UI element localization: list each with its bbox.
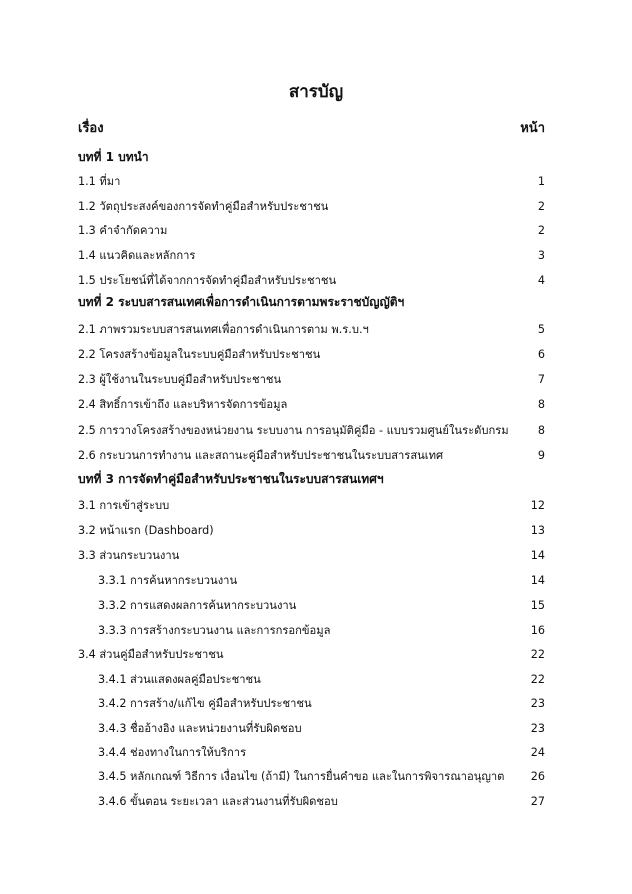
toc-entry-label: 1.1 ที่มา: [78, 175, 121, 188]
toc-entry-label: 3.3.1 การค้นหากระบวนงาน: [98, 574, 238, 587]
column-header-topic: เรื่อง: [78, 121, 104, 136]
toc-entry-page: 2: [537, 223, 545, 237]
toc-subentry[interactable]: [98, 569, 545, 591]
toc-chapter[interactable]: [78, 146, 545, 168]
toc-entry[interactable]: [78, 643, 545, 665]
toc-entry-page: 8: [537, 397, 545, 411]
toc-entry-page: 7: [537, 372, 545, 386]
toc-entry-page: 6: [537, 347, 545, 361]
toc-entry-label: 2.2 โครงสร้างข้อมูลในระบบคู่มือสำหรับประชาชน: [78, 348, 321, 361]
toc-entry-page: 27: [530, 794, 545, 808]
toc-entry[interactable]: [78, 219, 545, 241]
toc-entry-page: 8: [537, 423, 545, 437]
toc-entry-label: 1.3 คำจำกัดความ: [78, 224, 168, 237]
toc-entry-label: 1.4 แนวคิดและหลักการ: [78, 249, 196, 262]
toc-entry[interactable]: [78, 170, 545, 192]
toc-entry-label: 2.4 สิทธิ์การเข้าถึง และบริหารจัดการข้อมูล: [78, 398, 288, 411]
toc-entry-label: 3.4.3 ชื่ออ้างอิง และหน่วยงานที่รับผิดชอบ: [98, 722, 302, 735]
toc-entry-page: 5: [537, 322, 545, 336]
toc-entry-label: 2.5 การวางโครงสร้างของหน่วยงาน ระบบงาน การอนุมัติคู่มือ - แบบรวมศูนย์ในระดับกรม: [78, 424, 509, 437]
toc-entry-page: 13: [530, 523, 545, 537]
toc-entry[interactable]: [78, 318, 545, 340]
toc-entry-page: 4: [537, 273, 545, 287]
toc-entry[interactable]: [78, 269, 545, 291]
toc-entry-page: 16: [530, 623, 545, 637]
toc-entry-page: 26: [530, 769, 545, 783]
toc-entry-label: 3.4 ส่วนคู่มือสำหรับประชาชน: [78, 648, 224, 661]
column-header-page: หน้า: [520, 121, 545, 136]
toc-entry[interactable]: [78, 393, 545, 415]
toc-entry-label: 2.1 ภาพรวมระบบสารสนเทศเพื่อการดำเนินการตาม พ.ร.บ.ฯ: [78, 323, 369, 336]
toc-subentry[interactable]: [98, 741, 545, 763]
toc-entry-page: 9: [537, 448, 545, 462]
toc-entry[interactable]: [78, 444, 545, 466]
toc-entry-label: 1.5 ประโยชน์ที่ได้จากการจัดทำคู่มือสำหรับประชาชน: [78, 274, 337, 287]
toc-entry-page: 15: [530, 598, 545, 612]
toc-entry[interactable]: [78, 343, 545, 365]
toc-entry-page: 22: [530, 672, 545, 686]
toc-entry-page: 1: [537, 174, 545, 188]
toc-entry-label: 3.4.2 การสร้าง/แก้ไข คู่มือสำหรับประชาชน: [98, 697, 312, 710]
toc-entry-label: 3.3.2 การแสดงผลการค้นหากระบวนงาน: [98, 599, 297, 612]
toc-entry[interactable]: [78, 419, 545, 441]
toc-entry-label: 3.4.6 ขั้นตอน ระยะเวลา และส่วนงานที่รับผิดชอบ: [98, 795, 338, 808]
toc-entry-label: 2.3 ผู้ใช้งานในระบบคู่มือสำหรับประชาชน: [78, 373, 282, 386]
toc-subentry[interactable]: [98, 765, 545, 787]
toc-entry-page: 3: [537, 248, 545, 262]
toc-chapter-title: บทที่ 1 บทนำ: [78, 149, 149, 164]
toc-entry-label: 1.2 วัตถุประสงค์ของการจัดทำคู่มือสำหรับประชาชน: [78, 200, 329, 213]
toc-entry-label: 3.3.3 การสร้างกระบวนงาน และการกรอกข้อมูล: [98, 624, 331, 637]
toc-entry-page: 22: [530, 647, 545, 661]
toc-entry-page: 23: [530, 721, 545, 735]
toc-entry-label: 3.4.1 ส่วนแสดงผลคู่มือประชาชน: [98, 673, 261, 686]
toc-entry-page: 12: [530, 498, 545, 512]
toc-subentry[interactable]: [98, 692, 545, 714]
toc-entry[interactable]: [78, 244, 545, 266]
toc-subentry[interactable]: [98, 668, 545, 690]
toc-subentry[interactable]: [98, 717, 545, 739]
page-title: สารบัญ: [288, 82, 344, 102]
toc-entry-label: 3.1 การเข้าสู่ระบบ: [78, 499, 170, 512]
toc-entry[interactable]: [78, 544, 545, 566]
toc-entry-label: 3.2 หน้าแรก (Dashboard): [78, 524, 214, 537]
toc-chapter-title: บทที่ 2 ระบบสารสนเทศเพื่อการดำเนินการตามพระราชบัญญัติฯ: [78, 294, 405, 309]
toc-entry-page: 2: [537, 199, 545, 213]
toc-entry-label: 3.4.4 ช่องทางในการให้บริการ: [98, 746, 247, 759]
toc-entry-page: 14: [530, 548, 545, 562]
toc-entry-label: 3.3 ส่วนกระบวนงาน: [78, 549, 180, 562]
toc-entry-page: 24: [530, 745, 545, 759]
toc-entry-page: 14: [530, 573, 545, 587]
toc-entry[interactable]: [78, 368, 545, 390]
toc-entry-label: 2.6 กระบวนการทำงาน และสถานะคู่มือสำหรับประชาชนในระบบสารสนเทศ: [78, 449, 444, 462]
toc-entry-label: 3.4.5 หลักเกณฑ์ วิธีการ เงื่อนไข (ถ้ามี) ในการยื่นคำขอ และในการพิจารณาอนุญาต: [98, 770, 505, 783]
toc-chapter[interactable]: [78, 291, 545, 313]
toc-chapter-title: บทที่ 3 การจัดทำคู่มือสำหรับประชาชนในระบบสารสนเทศฯ: [78, 471, 384, 486]
toc-entry[interactable]: [78, 195, 545, 217]
toc-entry-page: 23: [530, 696, 545, 710]
toc-subentry[interactable]: [98, 790, 545, 812]
toc-subentry[interactable]: [98, 619, 545, 641]
toc-entry[interactable]: [78, 494, 545, 516]
toc-chapter[interactable]: [78, 468, 545, 490]
toc-entry[interactable]: [78, 519, 545, 541]
toc-subentry[interactable]: [98, 594, 545, 616]
